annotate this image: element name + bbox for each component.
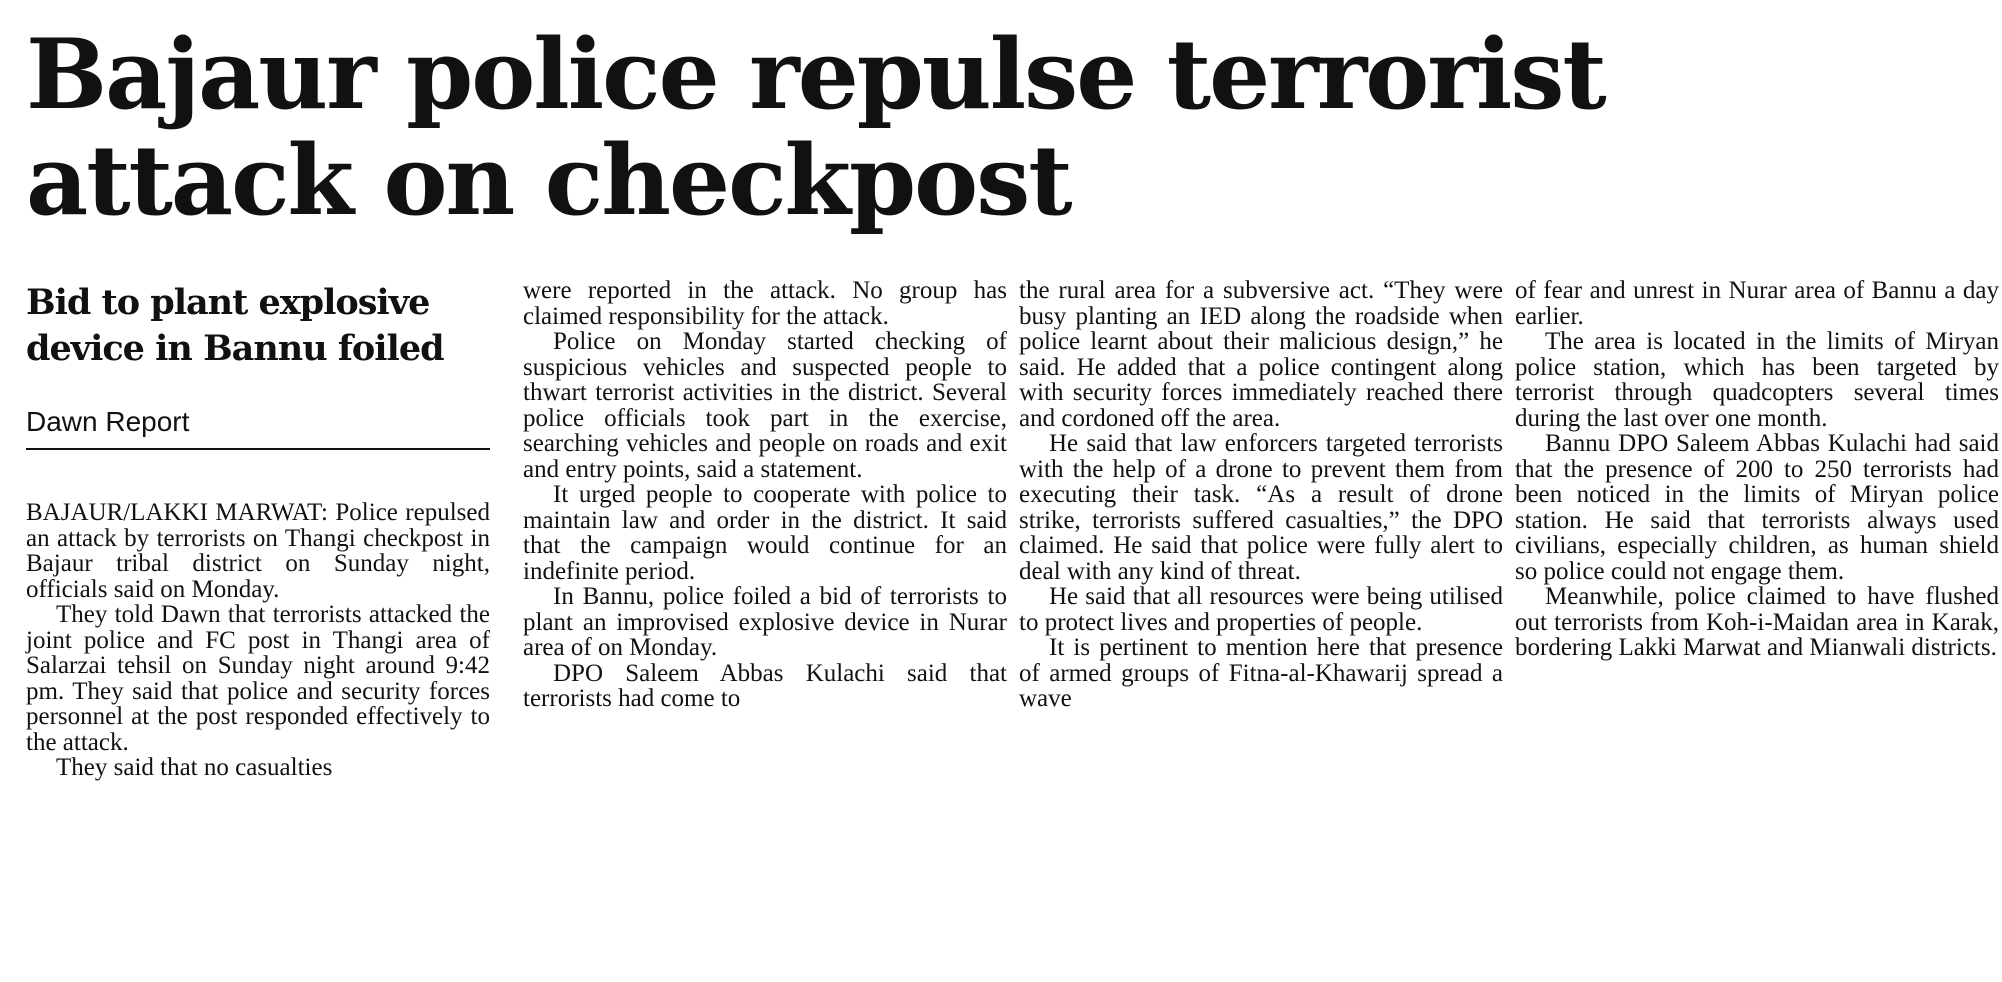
article-column-1: [26, 280, 490, 781]
subheadline-line-1: Bid to plant explosive: [26, 282, 430, 323]
subheadline: [26, 280, 490, 372]
paragraph: It urged people to cooperate with police to maintain law and order in the district. It said that the campaign would continue for an indefinite period.: [523, 481, 1007, 585]
article-column-2: [523, 278, 1007, 712]
paragraph: They told Dawn that terrorists attacked the joint police and FC post in Thangi area of Salarzai tehsil on Sunday night around 9:42 pm. They said that police and security forces personnel at the post responded effectively to the attack.: [26, 601, 490, 756]
paragraph: BAJAUR/LAKKI MARWAT: Police repulsed an attack by terrorists on Thangi checkpost in Bajaur tribal district on Sunday night, officials said on Monday.: [26, 499, 490, 603]
headline-line-2: attack on checkpost: [26, 124, 1071, 237]
paragraph: of fear and unrest in Nurar area of Bannu a day earlier.: [1515, 277, 1999, 330]
paragraph: They said that no casualties: [56, 754, 333, 781]
paragraph: the rural area for a subversive act. “They were busy planting an IED along the roadside when police learnt about their malicious design,” he said. He added that a police contingent along with security forces immediately reached there and cordoned off the area.: [1019, 277, 1503, 432]
paragraph: Police on Monday started checking of suspicious vehicles and suspected people to thwart terrorist activities in the district. Several police officials took part in the exercise, searching vehicles and people on roads and exit and entry points, said a statement.: [523, 328, 1007, 483]
paragraph: In Bannu, police foiled a bid of terrorists to plant an improvised explosive device in Nurar area of on Monday.: [523, 583, 1007, 661]
paragraph: He said that all resources were being utilised to protect lives and properties of people.: [1019, 583, 1503, 636]
paragraph: It is pertinent to mention here that presence of armed groups of Fitna-al-Khawarij spread a wave: [1019, 634, 1503, 712]
paragraph: The area is located in the limits of Miryan police station, which has been targeted by terrorist through quadcopters several times during the last over one month.: [1515, 328, 1999, 432]
byline: Dawn Report: [26, 406, 490, 450]
paragraph: Meanwhile, police claimed to have flushed out terrorists from Koh-i-Maidan area in Karak, bordering Lakki Marwat and Mianwali districts.: [1515, 583, 1999, 661]
paragraph: DPO Saleem Abbas Kulachi said that terrorists had come to: [523, 659, 1007, 712]
column-1-body: [26, 500, 490, 781]
article-column-4: [1515, 278, 1999, 661]
subheadline-line-2: device in Bannu foiled: [26, 328, 444, 369]
paragraph: Bannu DPO Saleem Abbas Kulachi had said that the presence of 200 to 250 terrorists had been noticed in the limits of Miryan police station. He said that terrorists always used civilians, especially children, as human shield so police could not engage them.: [1515, 430, 1999, 585]
headline: [26, 18, 1986, 237]
paragraph: He said that law enforcers targeted terrorists with the help of a drone to prevent them from executing their task. “As a result of drone strike, terrorists suffered casualties,” the DPO claimed. He said that police were fully alert to deal with any kind of threat.: [1019, 430, 1503, 585]
paragraph: were reported in the attack. No group has claimed responsibility for the attack.: [523, 277, 1007, 330]
article-column-3: [1019, 278, 1503, 712]
headline-line-1: Bajaur police repulse terrorist: [26, 18, 1605, 131]
